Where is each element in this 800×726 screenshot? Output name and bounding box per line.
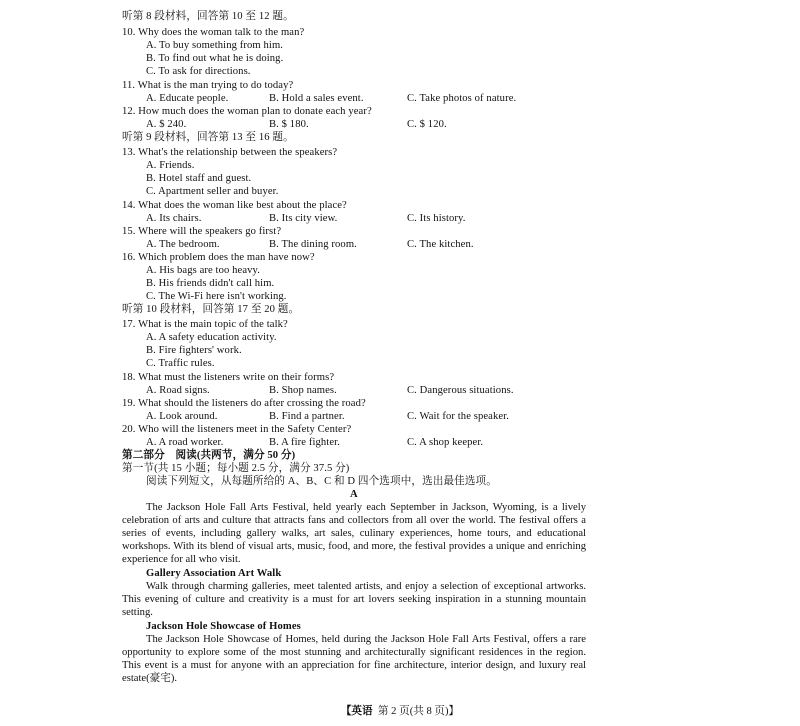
- page-footer: [0, 705, 800, 718]
- option: C. $ 120.: [407, 119, 447, 130]
- option: C. To ask for directions.: [146, 66, 251, 77]
- option: A. Road signs.: [146, 385, 210, 396]
- section-title: 第一节(共 15 小题；每小题 2.5 分，满分 37.5 分): [122, 463, 350, 474]
- paragraph-text: Walk through charming galleries, meet talented artists, and enjoy a selection of exceptional artworks. This evening of culture and creativity is a must for art lovers seeking inspiration in a stunning mountain setting.: [122, 581, 586, 618]
- option: C. Wait for the speaker.: [407, 411, 509, 422]
- part-title: 第二部分 阅读(共两节，满分 50 分): [122, 450, 296, 461]
- paragraph-text: The Jackson Hole Showcase of Homes, held during the Jackson Hole Fall Arts Festival, offers a rare opportunity to explore some of the most stunning and architecturally significant residences in the region. This event is a must for anyone with an appreciation for fine architecture, interior design, and luxury real estate(豪宅).: [122, 634, 586, 684]
- option: A. Friends.: [146, 160, 195, 171]
- option: A. A safety education activity.: [146, 332, 277, 343]
- passage-paragraph-1: [122, 501, 586, 566]
- option: C. The kitchen.: [407, 239, 474, 250]
- passage-paragraph-2: [122, 580, 586, 619]
- option: B. A fire fighter.: [269, 437, 340, 448]
- section-instruction: 听第 10 段材料，回答第 17 至 20 题。: [122, 304, 300, 315]
- question-stem: 12. How much does the woman plan to donate each year?: [122, 106, 372, 117]
- option: A. A road worker.: [146, 437, 224, 448]
- option: C. A shop keeper.: [407, 437, 484, 448]
- option: C. Traffic rules.: [146, 358, 215, 369]
- paragraph-text: The Jackson Hole Fall Arts Festival, held yearly each September in Jackson, Wyoming, is a lively celebration of arts and culture that attracts fans and collectors from all over the world. The festival offers a series of events, including gallery walks, art sales, culinary experiences, home tours, and educational workshops. With its blend of visual arts, music, food, and more, the festival provides a unique and enriching experience for all who visit.: [122, 502, 586, 565]
- passage-label: A: [350, 489, 358, 500]
- question-stem: 17. What is the main topic of the talk?: [122, 319, 288, 330]
- heading-showcase: Jackson Hole Showcase of Homes: [146, 621, 301, 632]
- question-stem: 14. What does the woman like best about the place?: [122, 200, 347, 211]
- option: C. Its history.: [407, 213, 466, 224]
- question-stem: 20. Who will the listeners meet in the Safety Center?: [122, 424, 352, 435]
- question-stem: 19. What should the listeners do after crossing the road?: [122, 398, 366, 409]
- section-instruction: 听第 8 段材料，回答第 10 至 12 题。: [122, 11, 294, 22]
- question-stem: 11. What is the man trying to do today?: [122, 80, 294, 91]
- option: A. Its chairs.: [146, 213, 202, 224]
- question-stem: 10. Why does the woman talk to the man?: [122, 27, 305, 38]
- option: A. The bedroom.: [146, 239, 220, 250]
- option: B. Hold a sales event.: [269, 93, 364, 104]
- question-stem: 15. Where will the speakers go first?: [122, 226, 282, 237]
- option: B. Hotel staff and guest.: [146, 173, 252, 184]
- option: A. To buy something from him.: [146, 40, 284, 51]
- reading-instruction: 阅读下列短文，从每题所给的 A、B、C 和 D 四个选项中，选出最佳选项。: [146, 476, 497, 487]
- option: B. $ 180.: [269, 119, 309, 130]
- question-stem: 16. Which problem does the man have now?: [122, 252, 315, 263]
- section-instruction: 听第 9 段材料，回答第 13 至 16 题。: [122, 132, 294, 143]
- option: A. Educate people.: [146, 93, 229, 104]
- option: C. Dangerous situations.: [407, 385, 514, 396]
- footer-subject: 【英语: [340, 706, 373, 717]
- question-stem: 18. What must the listeners write on their forms?: [122, 372, 335, 383]
- option: B. To find out what he is doing.: [146, 53, 284, 64]
- heading-art-walk: Gallery Association Art Walk: [146, 568, 282, 579]
- option: A. $ 240.: [146, 119, 187, 130]
- option: B. The dining room.: [269, 239, 357, 250]
- option: B. Shop names.: [269, 385, 337, 396]
- option: A. Look around.: [146, 411, 218, 422]
- option: B. Find a partner.: [269, 411, 345, 422]
- option: A. His bags are too heavy.: [146, 265, 260, 276]
- question-stem: 13. What's the relationship between the speakers?: [122, 147, 338, 158]
- footer-page-number: 第 2 页(共 8 页)】: [377, 706, 460, 717]
- option: B. Fire fighters' work.: [146, 345, 242, 356]
- option: C. Apartment seller and buyer.: [146, 186, 279, 197]
- option: B. His friends didn't call him.: [146, 278, 275, 289]
- option: B. Its city view.: [269, 213, 338, 224]
- option: C. Take photos of nature.: [407, 93, 517, 104]
- option: C. The Wi-Fi here isn't working.: [146, 291, 287, 302]
- passage-paragraph-3: [122, 633, 586, 685]
